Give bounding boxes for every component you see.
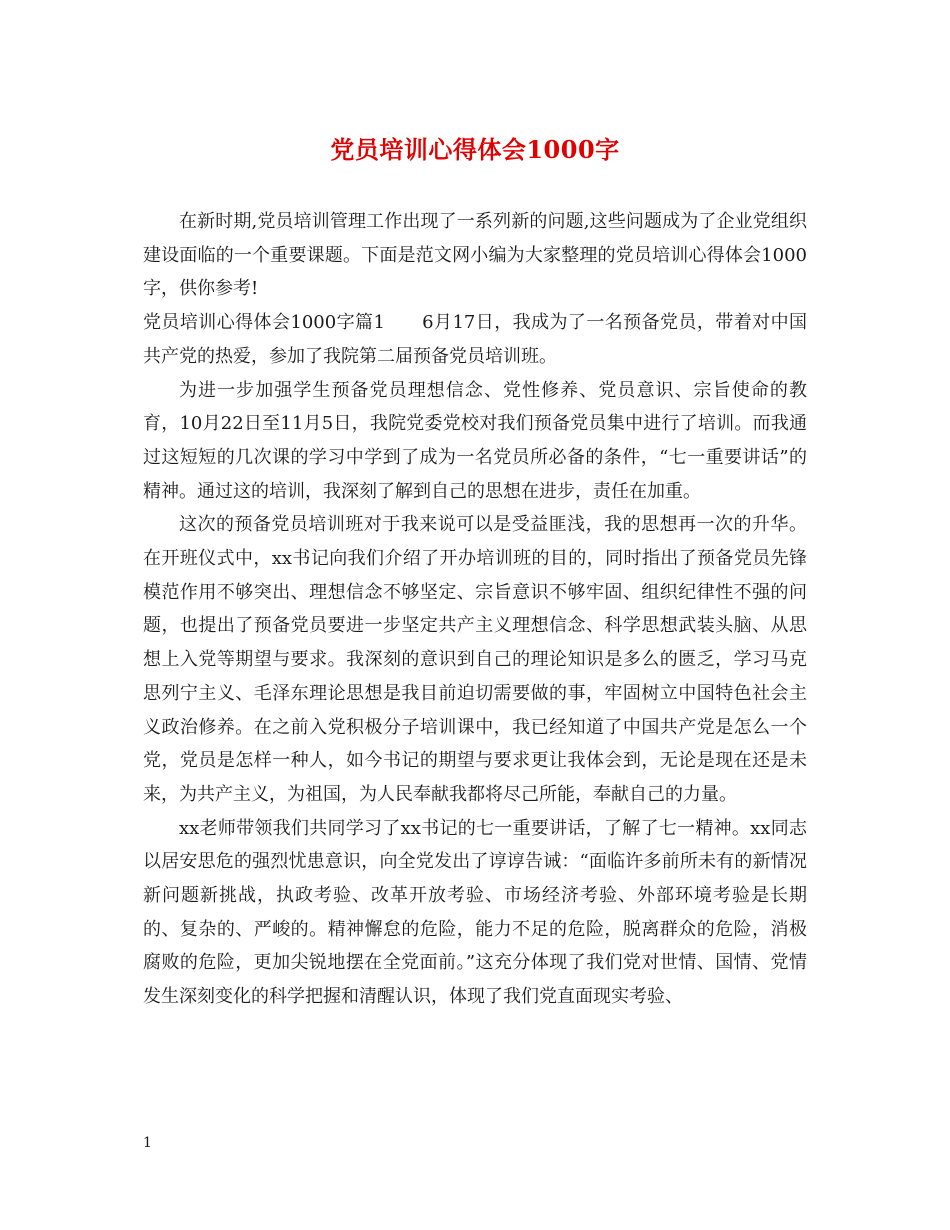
document-title: 党员培训心得体会1000字 xyxy=(330,135,620,164)
paragraph-opening-ceremony: 这次的预备党员培训班对于我来说可以是受益匪浅，我的思想再一次的升华。在开班仪式中，xx书记向我们介绍了开办培训班的目的，同时指出了预备党员先锋模范作用不够突出、理想信念不够坚定、宗旨意识不够牢固、组织纪律性不强的问题，也提出了预备党员要进一步坚定共产主义理想信念、科学思想武装头脑、从思想上入党等期望与要求。我深刻的意识到自己的理论知识是多么的匮乏，学习马克思列宁主义、毛泽东理论思想是我目前迫切需要做的事，牢固树立中国特色社会主义政治修养。在之前入党积极分子培训课中，我已经知道了中国共产党是怎么一个党，党员是怎样一种人，如今书记的期望与要求更让我体会到，无论是现在还是未来，为共产主义，为祖国，为人民奉献我都将尽己所能，奉献自己的力量。 xyxy=(143,514,807,805)
paragraph-speech-study: xx老师带领我们共同学习了xx书记的七一重要讲话，了解了七一精神。xx同志以居安思危的强烈忧患意识，向全党发出了谆谆告诫：“面临许多前所未有的新情况新问题新挑战，执政考验、改革开放考验、市场经济考验、外部环境考验是长期的、复杂的、严峻的。精神懈怠的危险，能力不足的危险，脱离群众的危险，消极腐败的危险，更加尖锐地摆在全党面前。”这充分体现了我们党对世情、国情、党情发生深刻变化的科学把握和清醒认识，体现了我们党直面现实考验、 xyxy=(143,817,807,1008)
page-number: 1 xyxy=(143,1135,152,1151)
paragraph-intro: 在新时期,党员培训管理工作出现了一系列新的问题,这些问题成为了企业党组织建设面临的一个重要课题。下面是范文网小编为大家整理的党员培训心得体会1000字，供你参考! xyxy=(143,211,807,300)
paragraph-training: 为进一步加强学生预备党员理想信念、党性修养、党员意识、宗旨使命的教育，10月22日至11月5日，我院党委党校对我们预备党员集中进行了培训。而我通过这短短的几次课的学习中学到了成为一名党员所必备的条件，“七一重要讲话”的精神。通过这的培训，我深刻了解到自己的思想在进步，责任在加重。 xyxy=(143,379,807,502)
document-body xyxy=(143,205,807,1014)
paragraph-section-heading: 党员培训心得体会1000字篇1 6月17日，我成为了一名预备党员，带着对中国共产党的热爱，参加了我院第二届预备党员培训班。 xyxy=(143,312,807,367)
